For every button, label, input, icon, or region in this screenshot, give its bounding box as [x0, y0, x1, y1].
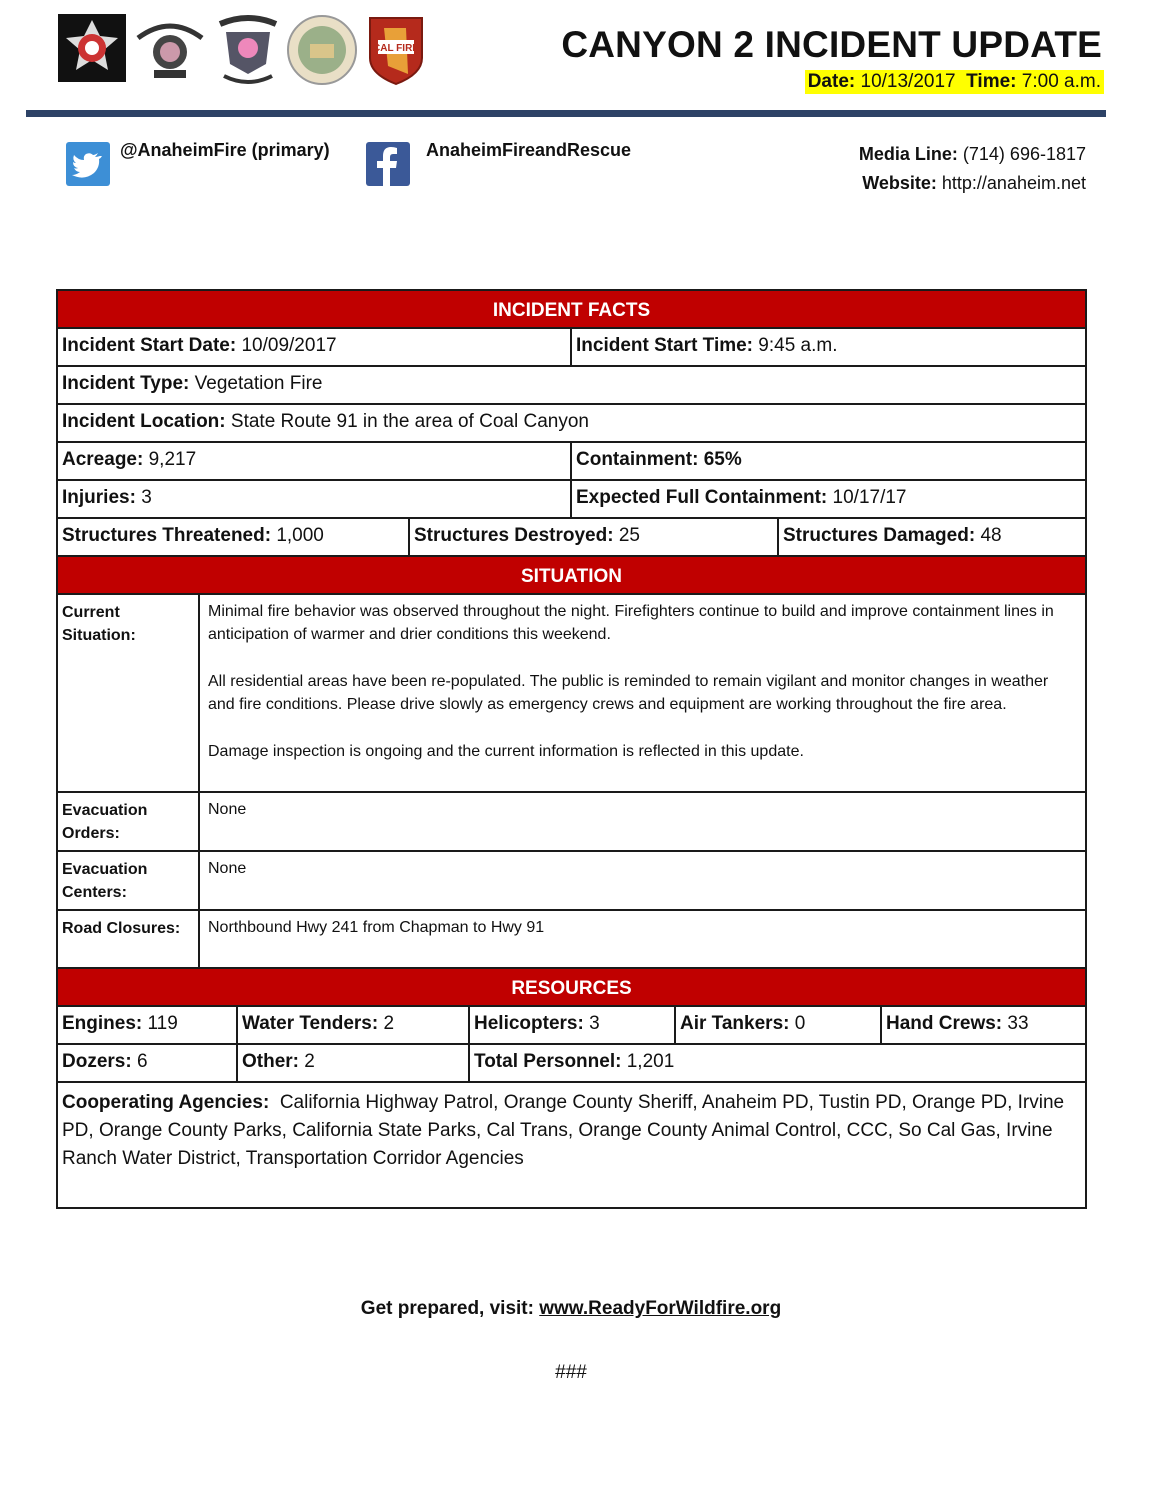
- incident-type-label: Incident Type:: [62, 373, 190, 394]
- incident-type-cell: [58, 367, 1085, 403]
- evacuation-centers-label: [58, 852, 200, 909]
- media-line-value: (714) 696-1817: [962, 144, 1086, 164]
- dozers-value: 6: [136, 1051, 148, 1072]
- twitter-handle[interactable]: @AnaheimFire (primary): [120, 140, 330, 160]
- cooperating-agencies: [58, 1083, 1085, 1207]
- engines-label: Engines:: [62, 1013, 143, 1034]
- water-tenders-value: 2: [383, 1013, 395, 1034]
- structures-damaged-label: Structures Damaged:: [783, 525, 976, 546]
- structures-threatened-label: Structures Threatened:: [62, 525, 272, 546]
- evacuation-centers-label-line2: Centers:: [62, 884, 127, 901]
- date-time-line: [805, 70, 1104, 94]
- road-closures-row: [58, 911, 1085, 969]
- cooperating-agencies-value: California Highway Patrol, Orange County Sheriff, Anaheim PD, Tustin PD, Orange PD, Irvine PD, Orange County Parks, California State Parks, Cal Trans, Orange County Animal Control, CCC, So Cal Gas, Irvine Ranch Water District, Transportation Corridor Agencies: [62, 1092, 1065, 1169]
- evacuation-centers-row: [58, 852, 1085, 911]
- date-value: 10/13/2017: [860, 71, 956, 92]
- structures-damaged-value: 48: [980, 525, 1002, 546]
- svg-text:CAL FIRE: CAL FIRE: [373, 43, 419, 54]
- current-situation-label: [58, 595, 200, 791]
- end-mark: ###: [555, 1362, 587, 1383]
- injuries-cell: [58, 481, 572, 517]
- other-cell: [238, 1045, 470, 1081]
- helicopters-label: Helicopters:: [474, 1013, 584, 1034]
- road-closures-value: Northbound Hwy 241 from Chapman to Hwy 91: [208, 919, 545, 936]
- get-prepared-text: Get prepared, visit:: [360, 1298, 534, 1319]
- incident-location-cell: [58, 405, 1085, 441]
- start-time-value: 9:45 a.m.: [758, 335, 838, 356]
- air-tankers-label: Air Tankers:: [680, 1013, 790, 1034]
- evacuation-centers-value: None: [208, 860, 247, 877]
- situation-heading: SITUATION: [58, 557, 1085, 595]
- evacuation-orders-label: [58, 793, 200, 850]
- injuries-label: Injuries:: [62, 487, 136, 508]
- current-situation-paragraph-3: Damage inspection is ongoing and the current information is reflected in this update.: [208, 743, 804, 760]
- acreage-cell: [58, 443, 572, 479]
- hand-crews-cell: [882, 1007, 1085, 1043]
- page-title: CANYON 2 INCIDENT UPDATE: [561, 24, 1102, 65]
- engines-cell: [58, 1007, 238, 1043]
- air-tankers-value: 0: [794, 1013, 806, 1034]
- media-line: [859, 144, 1086, 165]
- structures-destroyed-label: Structures Destroyed:: [414, 525, 614, 546]
- orange-county-fire-authority-logo: [58, 14, 126, 82]
- cal-fire-logo: [366, 14, 434, 82]
- current-situation-text: [200, 595, 1085, 791]
- total-personnel-value: 1,201: [626, 1051, 675, 1072]
- media-line-label: Media Line:: [858, 144, 958, 164]
- evacuation-centers-label-line1: Evacuation: [62, 861, 148, 878]
- start-date-value: 10/09/2017: [241, 335, 337, 356]
- evacuation-orders-label-line2: Orders:: [62, 825, 120, 842]
- dozers-label: Dozers:: [62, 1051, 132, 1072]
- containment-cell: [572, 443, 1085, 479]
- incident-location-label: Incident Location:: [62, 411, 226, 432]
- current-situation-label-line2: Situation:: [62, 627, 136, 644]
- current-situation-paragraph-1: Minimal fire behavior was observed throughout the night. Firefighters continue to build and improve containment lines in anticipation of warmer and drier conditions this weekend.: [208, 603, 1054, 643]
- table-row: [58, 367, 1085, 405]
- ready-for-wildfire-link[interactable]: www.ReadyForWildfire.org: [539, 1298, 782, 1319]
- full-containment-cell: [572, 481, 1085, 517]
- other-label: Other:: [242, 1051, 299, 1072]
- current-situation-row: [58, 595, 1085, 793]
- time-value: 7:00 a.m.: [1021, 71, 1101, 92]
- hand-crews-label: Hand Crews:: [886, 1013, 1003, 1034]
- table-row: [58, 1045, 1085, 1083]
- get-prepared-line: [0, 1298, 1142, 1320]
- full-containment-value: 10/17/17: [832, 487, 907, 508]
- helicopters-cell: [470, 1007, 676, 1043]
- structures-threatened-value: 1,000: [276, 525, 324, 546]
- structures-destroyed-cell: [410, 519, 779, 555]
- road-closures-label: Road Closures:: [58, 911, 200, 967]
- table-row: [58, 443, 1085, 481]
- dozers-cell: [58, 1045, 238, 1081]
- resources-heading: RESOURCES: [58, 969, 1085, 1007]
- containment-value: 65%: [703, 449, 742, 470]
- table-row: [58, 405, 1085, 443]
- structures-damaged-cell: [779, 519, 1085, 555]
- table-row: [58, 519, 1085, 557]
- containment-label: Containment:: [576, 449, 699, 470]
- incident-location-value: State Route 91 in the area of Coal Canyon: [230, 411, 589, 432]
- total-personnel-label: Total Personnel:: [474, 1051, 622, 1072]
- acreage-value: 9,217: [148, 449, 197, 470]
- table-row: [58, 329, 1085, 367]
- corona-fire-logo: [286, 14, 354, 82]
- incident-type-value: Vegetation Fire: [194, 373, 323, 394]
- air-tankers-cell: [676, 1007, 882, 1043]
- current-situation-paragraph-2: All residential areas have been re-populated. The public is reminded to remain vigilant and monitor changes in weather and fire conditions. Please drive slowly as emergency crews and equipment are working throughout the fire area.: [208, 673, 1049, 713]
- full-containment-label: Expected Full Containment:: [576, 487, 828, 508]
- engines-value: 119: [147, 1013, 178, 1034]
- evacuation-orders-value: None: [208, 801, 247, 818]
- water-tenders-cell: [238, 1007, 470, 1043]
- other-value: 2: [304, 1051, 315, 1072]
- website-label: Website:: [862, 173, 937, 193]
- facebook-handle[interactable]: AnaheimFireandRescue: [426, 140, 632, 160]
- table-row: [58, 1007, 1085, 1045]
- acreage-label: Acreage:: [62, 449, 144, 470]
- evacuation-orders-label-line1: Evacuation: [62, 802, 148, 819]
- start-date-label: Incident Start Date:: [62, 335, 237, 356]
- time-label: Time:: [966, 71, 1017, 92]
- twitter-icon[interactable]: [66, 142, 110, 186]
- incident-facts-heading: INCIDENT FACTS: [58, 291, 1085, 329]
- start-date-cell: [58, 329, 572, 365]
- structures-threatened-cell: [58, 519, 410, 555]
- incident-table: [56, 289, 1087, 1209]
- anaheim-fire-rescue-logo: [214, 14, 282, 82]
- water-tenders-label: Water Tenders:: [242, 1013, 379, 1034]
- header-divider: [26, 110, 1106, 117]
- cooperating-agencies-label: Cooperating Agencies:: [62, 1092, 270, 1113]
- structures-destroyed-value: 25: [618, 525, 640, 546]
- total-personnel-cell: [470, 1045, 1085, 1081]
- start-time-cell: [572, 329, 1085, 365]
- injuries-value: 3: [141, 487, 152, 508]
- table-row: [58, 481, 1085, 519]
- helicopters-value: 3: [589, 1013, 600, 1034]
- orange-city-fire-logo: [132, 14, 200, 82]
- hand-crews-value: 33: [1007, 1013, 1029, 1034]
- website-value[interactable]: http://anaheim.net: [941, 173, 1086, 193]
- evacuation-orders-row: [58, 793, 1085, 852]
- current-situation-label-line1: Current: [62, 604, 120, 621]
- facebook-icon[interactable]: [366, 142, 410, 186]
- date-label: Date:: [807, 71, 856, 92]
- website-line: [862, 173, 1086, 194]
- start-time-label: Incident Start Time:: [576, 335, 754, 356]
